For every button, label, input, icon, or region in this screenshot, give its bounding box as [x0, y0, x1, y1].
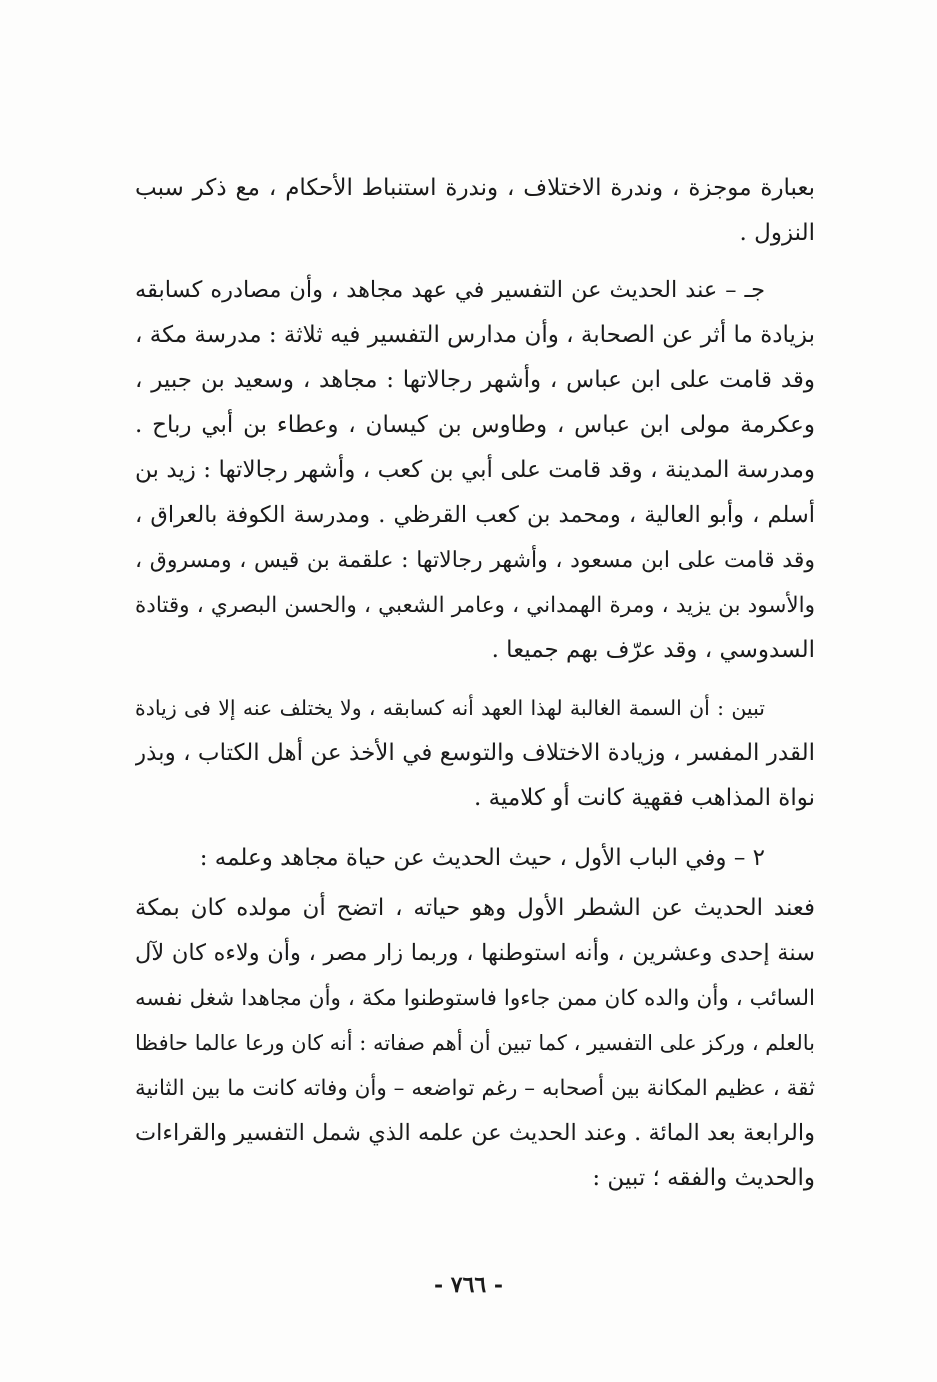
text-line: وقد قامت على ابن مسعود ، وأشهر رجالاتها : علقمة بن قيس ، ومسروق ،	[135, 548, 815, 573]
text-line: نواة المذاهب فقهية كانت أو كلامية .	[474, 785, 815, 811]
text-line: والرابعة بعد المائة . وعند الحديث عن علمه الذي شمل التفسير والقراءات	[135, 1120, 815, 1146]
text-line: ومدرسة المدينة ، وقد قامت على أبي بن كعب ، وأشهر رجالاتها : زيد بن	[135, 457, 815, 483]
text-line: النزول .	[739, 220, 815, 246]
text-line: بزيادة ما أثر عن الصحابة ، وأن مدارس التفسير فيه ثلاثة : مدرسة مكة ،	[135, 322, 815, 348]
text-line: بعبارة موجزة ، وندرة الاختلاف ، وندرة استنباط الأحكام ، مع ذكر سبب	[135, 175, 815, 201]
paragraph-mujahid-era	[135, 268, 815, 673]
text-line: وعكرمة مولى ابن عباس ، وطاوس بن كيسان ، وعطاء بن أبي رباح .	[135, 412, 815, 438]
text-line: القدر المفسر ، وزيادة الاختلاف والتوسع في الأخذ عن أهل الكتاب ، وبذر	[135, 740, 815, 766]
text-line: وقد قامت على ابن عباس ، وأشهر رجالاتها : مجاهد ، وسعيد بن جبير ،	[135, 367, 815, 393]
text-line: والحديث والفقه ؛ تبين :	[592, 1165, 815, 1191]
paragraph-intro-end	[135, 166, 815, 256]
page-number: - ٧٦٦ -	[433, 1272, 504, 1298]
text-line: السدوسي ، وقد عرّف بهم جميعا .	[491, 637, 815, 663]
text-line: والأسود بن يزيد ، ومرة الهمداني ، وعامر الشعبي ، والحسن البصري ، وقتادة	[135, 593, 815, 618]
text-line: ٢ – وفي الباب الأول ، حيث الحديث عن حياة مجاهد وعلمه :	[199, 845, 765, 871]
paragraph-conclusion	[135, 686, 815, 821]
paragraph-life-and-knowledge	[135, 886, 815, 1201]
text-line: جـ – عند الحديث عن التفسير في عهد مجاهد ، وأن مصادره كسابقه	[135, 277, 765, 303]
text-line: بالعلم ، وركز على التفسير ، كما تبين أن أهم صفاته : أنه كان ورعا عالما حافظا	[135, 1031, 815, 1055]
paragraph-chapter-one	[135, 836, 815, 881]
text-line: سنة إحدى وعشرين ، وأنه استوطنها ، وربما زار مصر ، وأن ولاءه كان لآل	[135, 940, 815, 966]
text-line: السائب ، وأن والده كان ممن جاءوا فاستوطنوا مكة ، وأن مجاهدا شغل نفسه	[135, 986, 815, 1011]
text-line: فعند الحديث عن الشطر الأول وهو حياته ، اتضح أن مولده كان بمكة	[135, 895, 815, 921]
text-line: تبين : أن السمة الغالبة لهذا العهد أنه كسابقه ، ولا يختلف عنه إلا فى زيادة	[135, 696, 765, 720]
text-line: ثقة ، عظيم المكانة بين أصحابه – رغم تواضعه – وأن وفاته كانت ما بين الثانية	[135, 1076, 815, 1101]
text-line: أسلم ، وأبو العالية ، ومحمد بن كعب القرظي . ومدرسة الكوفة بالعراق ،	[135, 502, 815, 528]
